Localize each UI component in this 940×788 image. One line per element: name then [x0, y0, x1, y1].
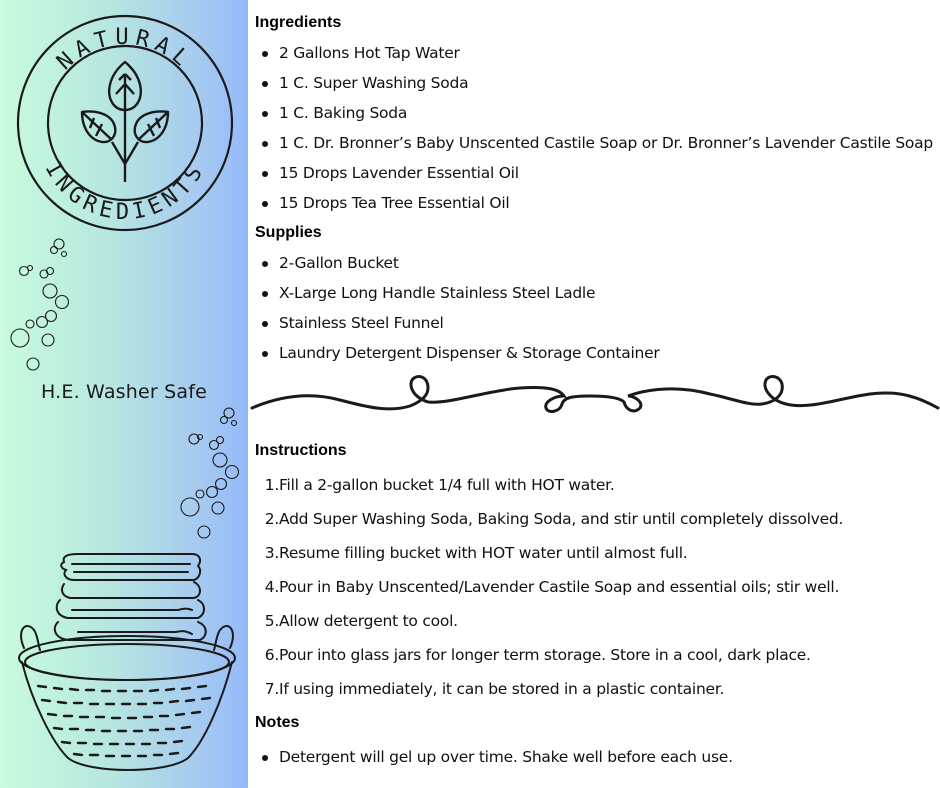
recipe-content: Ingredients 2 Gallons Hot Tap Water 1 C. Super Washing Soda 1 C. Baking Soda 1 C. Dr. Bronner’s Baby Unscented Castile Soap or Dr. Bronner’s Lavender Castile Soap 15 Drops Lavender Essential Oil 15 Drops Tea Tree Essential Oil Supplies 2-Gallon Bucket X-Large Long Handle Stainless Steel Ladle Stainless Steel Funnel Laundry Detergent Dispenser & Storage Container Instructions 1. Fill a 2-gallon bucket 1/4 full with HOT water. 2. Add Super Washing Soda, Baking Soda, and stir until completely dissolved. 3. Resume filling bucket with HOT water until almost full. 4. Pour in Baby Unscented/Lavender Castile Soap and essential oils; stir well. 5. Allow detergent to cool. 6. Pour into glass jars for longer term storage. Store in a cool, dark place. 7. If using immediately, it can be stored in a plastic container. Notes Detergent will gel up over time. Shake well before each use.: [255, 14, 934, 766]
bullet-icon: [262, 351, 268, 357]
bubbles-icon: [178, 404, 244, 544]
leaf-sprig-icon: [82, 62, 168, 182]
bullet-icon: [262, 201, 268, 207]
notes-heading: Notes: [255, 714, 300, 731]
laundry-basket-icon: [8, 552, 244, 788]
side-panel: [0, 0, 248, 788]
flourish-divider-icon: [250, 368, 940, 420]
bullet-icon: [262, 81, 268, 87]
bullet-icon: [262, 51, 268, 57]
svg-text:NATURAL: NATURAL: [52, 25, 198, 76]
instructions-heading: Instructions: [255, 442, 347, 459]
bullet-icon: [262, 755, 268, 761]
ingredients-heading: Ingredients: [255, 14, 342, 31]
bubbles-icon: [8, 236, 78, 372]
supplies-heading: Supplies: [255, 224, 322, 241]
bullet-icon: [262, 141, 268, 147]
bullet-icon: [262, 111, 268, 117]
bullet-icon: [262, 291, 268, 297]
natural-ingredients-badge-icon: [16, 14, 234, 232]
bullet-icon: [262, 261, 268, 267]
svg-text:INGREDIENTS: INGREDIENTS: [39, 157, 211, 225]
bullet-icon: [262, 171, 268, 177]
he-washer-safe-label: H.E. Washer Safe: [40, 381, 208, 403]
bullet-icon: [262, 321, 268, 327]
